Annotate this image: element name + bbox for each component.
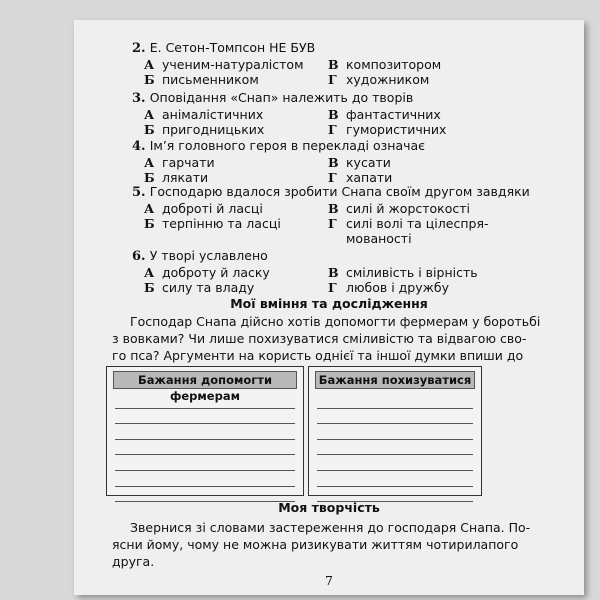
- option-g: Г хапати: [328, 170, 393, 185]
- option-b: Б терпінню та ласці: [144, 216, 281, 231]
- section-title-skills: Мої вміння та дослідження: [230, 296, 428, 311]
- question-number: 6.: [132, 249, 146, 264]
- option-b: Б силу та владу: [144, 280, 255, 295]
- question-2: [132, 40, 315, 56]
- option-g: Г гумористичних: [328, 122, 447, 137]
- option-b: Б пригодницьких: [144, 122, 265, 137]
- question-3: [132, 90, 413, 106]
- section-text-creativity: Звернися зі словами застереження до господаря Снапа. По- ясни йому, чому не можна ризикувати життям чотирилапого друга.: [112, 520, 531, 569]
- question-number: 3.: [132, 91, 146, 106]
- section-title-creativity: Моя творчість: [278, 500, 380, 515]
- question-4: [132, 138, 425, 154]
- writing-line[interactable]: [317, 440, 473, 456]
- question-text: Господарю вдалося зробити Снапа своїм другом завдяки: [149, 184, 530, 199]
- option-g: Г любов і дружбу: [328, 280, 449, 295]
- option-b: Б письменником: [144, 72, 259, 87]
- writing-line[interactable]: [115, 424, 295, 440]
- workbook-page: [74, 20, 584, 595]
- table-header: Бажання похизуватися: [315, 371, 475, 389]
- writing-line[interactable]: [317, 409, 473, 425]
- writing-line[interactable]: [115, 440, 295, 456]
- option-g: Г художником: [328, 72, 430, 87]
- option-v: В кусати: [328, 155, 391, 170]
- option-a: А доброту й ласку: [144, 265, 270, 280]
- writing-line[interactable]: [317, 393, 473, 409]
- page-number: 7: [325, 573, 333, 588]
- writing-line[interactable]: [115, 455, 295, 471]
- option-g: Г силі волі та цілеспря-: [328, 216, 489, 231]
- option-v: В композитором: [328, 57, 442, 72]
- option-a: А ученим-натуралістом: [144, 57, 304, 72]
- option-a: А анімалістичних: [144, 107, 264, 122]
- question-text: Оповідання «Снап» належить до творів: [149, 90, 414, 105]
- writing-line[interactable]: [317, 424, 473, 440]
- table-header: Бажання допомогти фермерам: [113, 371, 297, 389]
- table-help-farmers: [106, 366, 304, 496]
- section-text-skills: Господар Снапа дійсно хотів допомогти фермерам у боротьбі з вовками? Чи лише похизуватися сміливістю та відвагою сво- го пса? Аргументи на користь однієї та іншої думки впиши до: [112, 314, 541, 363]
- option-a: А доброті й ласці: [144, 201, 263, 216]
- question-6: [132, 248, 268, 264]
- question-text: У творі уславлено: [149, 248, 268, 263]
- question-text: Е. Сетон-Томпсон НЕ БУВ: [149, 40, 316, 55]
- option-a: А гарчати: [144, 155, 215, 170]
- question-number: 2.: [132, 41, 146, 56]
- question-text: Ім’я головного героя в перекладі означає: [149, 138, 426, 153]
- option-g-continuation: мованості: [346, 231, 412, 246]
- option-v: В фантастичних: [328, 107, 441, 122]
- writing-line[interactable]: [115, 409, 295, 425]
- question-5: [132, 184, 530, 200]
- writing-line[interactable]: [317, 455, 473, 471]
- table-show-off: [308, 366, 482, 496]
- question-number: 4.: [132, 139, 146, 154]
- writing-line[interactable]: [115, 471, 295, 487]
- writing-line[interactable]: [317, 471, 473, 487]
- option-b: Б лякати: [144, 170, 209, 185]
- option-v: В сміливість і вірність: [328, 265, 478, 280]
- option-v: В силі й жорстокості: [328, 201, 470, 216]
- question-number: 5.: [132, 185, 146, 200]
